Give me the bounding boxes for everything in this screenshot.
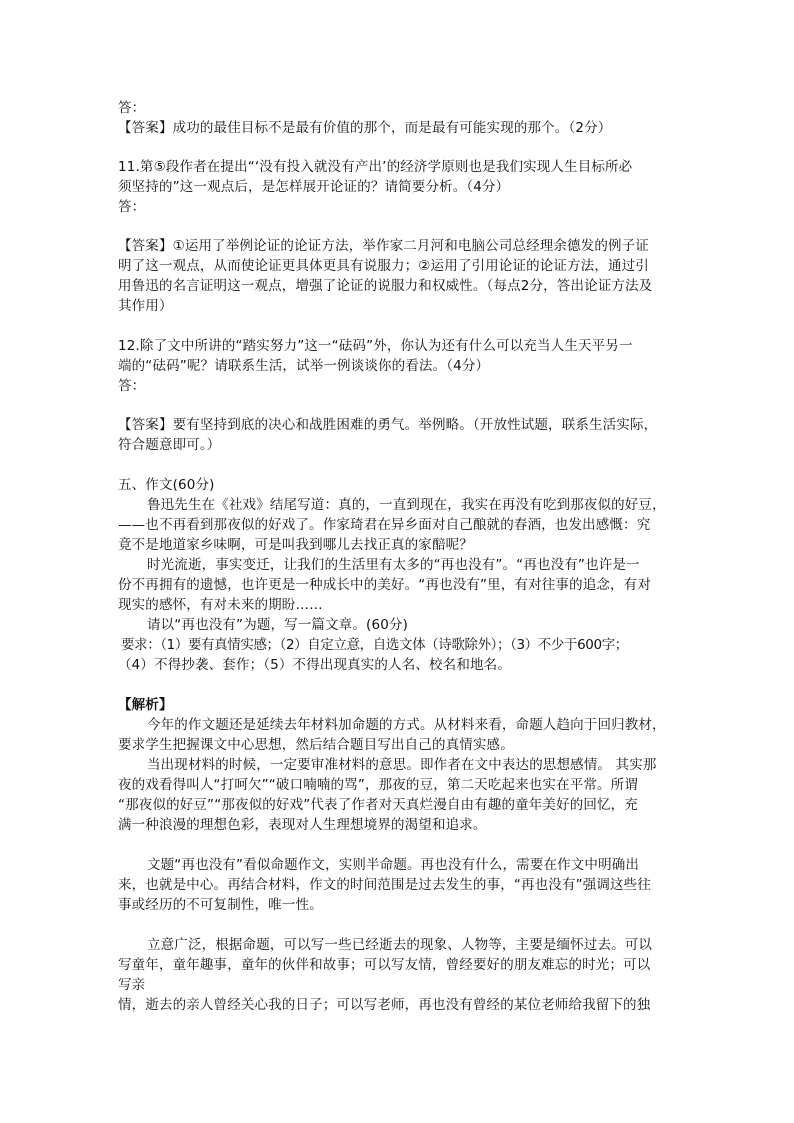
analysis-paragraph: 当出现材料的时候，一定要审准材料的意思。即作者在文中表达的思想感情。 其实那	[147, 757, 657, 773]
analysis-paragraph: 写童年，童年趣事，童年的伙伴和故事；可以写友情，曾经要好的朋友难忘的时光；可以	[118, 957, 651, 973]
question-12-cont: 端的“砝码”呢？请联系生活，试举一例谈谈你的看法。（4分）	[118, 358, 490, 374]
essay-instruction: 请以“再也没有”为题，写一篇文章。(60分)	[147, 617, 408, 633]
analysis-paragraph: 满一种浪漫的理想色彩，表现对人生理想境界的渴望和追求。	[118, 817, 487, 833]
answer-12: 【答案】要有坚持到底的决心和战胜困难的勇气。举例略。（开放性试题，联系生活实际，	[118, 417, 658, 433]
answer-label: 答：	[118, 100, 146, 116]
essay-prompt: 时光流逝，事实变迁，让我们的生活里有太多的“再也没有”。“再也没有”也许是一	[147, 557, 640, 573]
answer-label: 答：	[118, 378, 146, 394]
question-11: 11.第⑤段作者在提出“‘没有投入就没有产出’的经济学原则也是我们实现人生目标所必	[118, 159, 633, 175]
analysis-paragraph: 夜的戏看得叫人“打呵欠”“破口喃喃的骂”，那夜的豆，第二天吃起来也实在平常。所谓	[118, 777, 638, 793]
analysis-paragraph: 情，逝去的亲人曾经关心我的日子；可以写老师，再也没有曾经的某位老师给我留下的独	[118, 997, 651, 1013]
answer-label: 答：	[118, 199, 146, 215]
analysis-paragraph: 立意广泛，根据命题，可以写一些已经逝去的现象、人物等，主要是缅怀过去。可以	[147, 937, 653, 953]
analysis-paragraph: 文题“再也没有”看似命题作文，实则半命题。再也没有什么，需要在作文中明确出	[147, 857, 640, 873]
essay-requirements: 要求：（1）要有真情实感；（2）自定立意，自选文体（诗歌除外）；（3）不少于600字；	[121, 637, 628, 653]
analysis-paragraph: 事或经历的不可复制性，唯一性。	[118, 897, 323, 913]
section-heading: 五、作文(60分)	[118, 477, 215, 493]
essay-prompt: 现实的感怀，有对未来的期盼……	[118, 597, 323, 613]
analysis-paragraph: 来，也就是中心。再结合材料，作文的时间范围是过去发生的事，“再也没有”强调这些往	[118, 877, 651, 893]
analysis-heading: 【解析】	[118, 697, 173, 713]
essay-prompt: 鲁迅先生在《社戏》结尾写道：真的，一直到现在，我实在再没有吃到那夜似的好豆，	[147, 497, 666, 513]
analysis-paragraph: 今年的作文题还是延续去年材料加命题的方式。从材料来看，命题人趋向于回归教材，	[147, 717, 666, 733]
answer-11-cont: 用鲁迅的名言证明这一观点，增强了论证的说服力和权威性。（每点2分，答出论证方法及	[118, 278, 653, 294]
analysis-paragraph: “那夜似的好豆”“那夜似的好戏”代表了作者对天真烂漫自由有趣的童年美好的回忆，充	[118, 797, 638, 813]
analysis-paragraph: 写亲	[118, 977, 146, 993]
essay-prompt: 份不再拥有的遗憾，也许更是一种成长中的美好。“再也没有”里，有对往事的追念，有对	[118, 577, 651, 593]
essay-prompt: 竟不是地道家乡味啊，可是叫我到哪儿去找正真的家醅呢？	[118, 537, 473, 553]
essay-requirements: （4）不得抄袭、套作；（5）不得出现真实的人名、校名和地名。	[118, 657, 511, 673]
essay-prompt: ——也不再看到那夜似的好戏了。作家琦君在异乡面对自己酿就的春酒，也发出感慨：究	[118, 517, 651, 533]
answer-11: 【答案】①运用了举例论证的论证方法，举作家二月河和电脑公司总经理余德发的例子证	[118, 238, 649, 254]
answer-12-cont: 符合题意即可。）	[118, 437, 221, 453]
answer-10: 【答案】成功的最佳目标不是最有价值的那个，而是最有可能实现的那个。（2分）	[118, 120, 612, 136]
answer-11-cont: 其作用）	[118, 298, 173, 314]
question-12: 12.除了文中所讲的“踏实努力”这一“砝码”外，你认为还有什么可以充当人生天平另一	[118, 338, 633, 354]
answer-11-cont: 明了这一观点，从而使论证更具体更具有说服力；②运用了引用论证的论证方法，通过引	[118, 258, 649, 274]
question-11-cont: 须坚持的”这一观点后，是怎样展开论证的？请简要分析。（4分）	[118, 179, 510, 195]
analysis-paragraph: 要求学生把握课文中心思想，然后结合题目写出自己的真情实感。	[118, 737, 514, 753]
